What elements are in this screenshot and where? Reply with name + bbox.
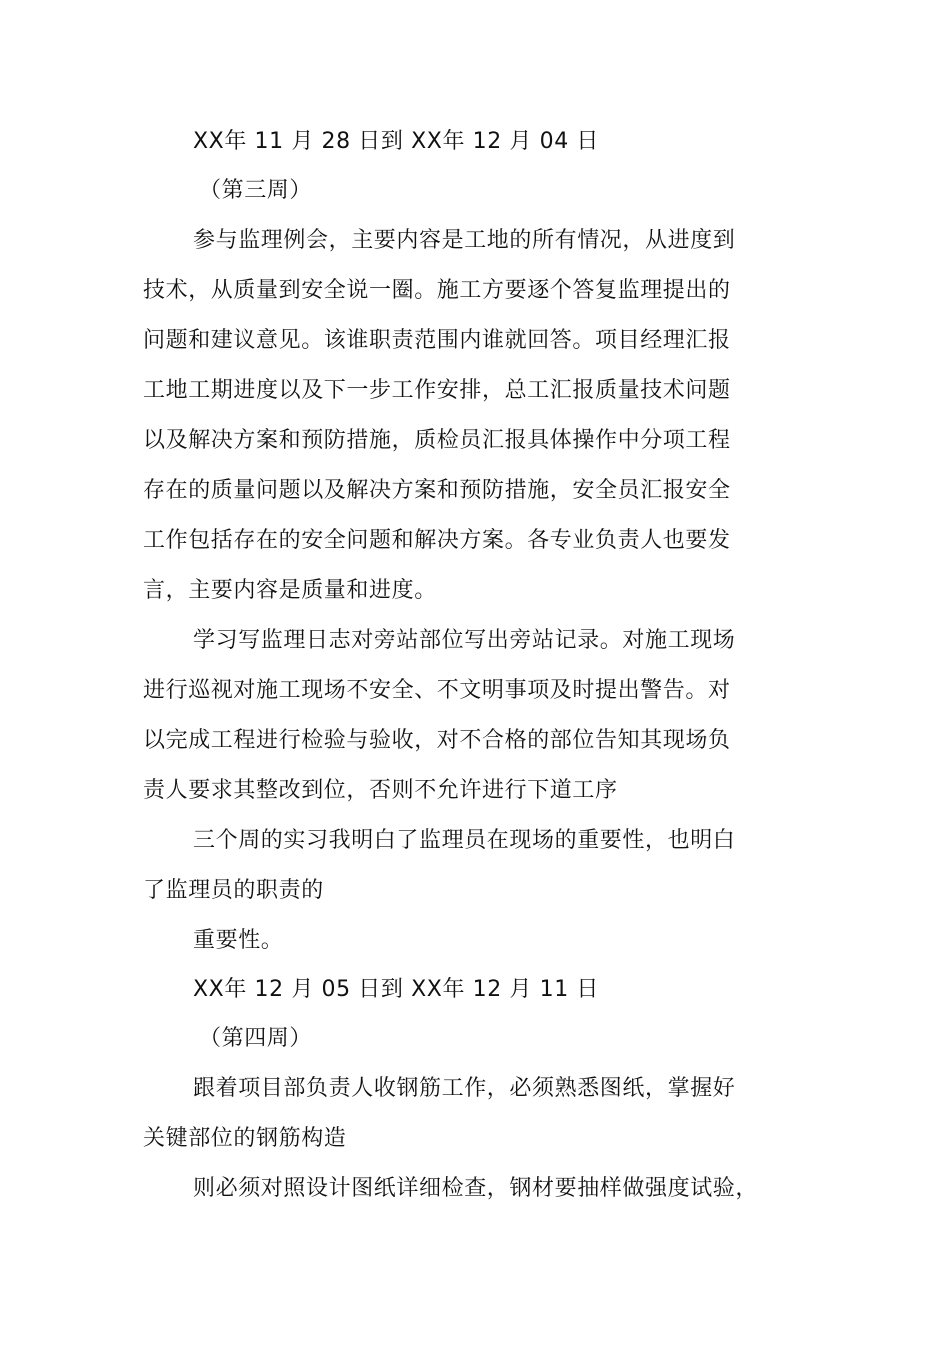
paragraph-line: 学习写监理日志对旁站部位写出旁站记录。对施工现场 [193, 628, 736, 653]
paragraph-line: 跟着项目部负责人收钢筋工作，必须熟悉图纸，掌握好 [193, 1076, 736, 1101]
paragraph-line: 三个周的实习我明白了监理员在现场的重要性，也明白 [193, 828, 736, 853]
paragraph-line: 关键部位的钢筋构造 [143, 1126, 347, 1151]
week4-label: （第四周） [199, 1026, 313, 1051]
paragraph-line: 则必须对照设计图纸详细检查，钢材要抽样做强度试验， [193, 1176, 759, 1201]
paragraph-line: 参与监理例会，主要内容是工地的所有情况，从进度到 [193, 228, 736, 253]
week3-date-heading: XX年 11 月 28 日到 XX年 12 月 04 日 [193, 129, 600, 154]
paragraph-line: 责人要求其整改到位，否则不允许进行下道工序 [143, 778, 618, 803]
paragraph-line: 问题和建议意见。该谁职责范围内谁就回答。项目经理汇报 [143, 328, 731, 353]
paragraph-line: 技术，从质量到安全说一圈。施工方要逐个答复监理提出的 [143, 278, 731, 303]
week3-label: （第三周） [199, 178, 313, 203]
paragraph-line: 以及解决方案和预防措施，质检员汇报具体操作中分项工程 [143, 428, 731, 453]
paragraph-line: 重要性。 [193, 928, 284, 953]
paragraph-line: 工作包括存在的安全问题和解决方案。各专业负责人也要发 [143, 528, 731, 553]
week4-date-heading: XX年 12 月 05 日到 XX年 12 月 11 日 [193, 977, 600, 1002]
paragraph-line: 工地工期进度以及下一步工作安排，总工汇报质量技术问题 [143, 378, 731, 403]
paragraph-line: 以完成工程进行检验与验收，对不合格的部位告知其现场负 [143, 728, 731, 753]
paragraph-line: 了监理员的职责的 [143, 878, 324, 903]
paragraph-line: 存在的质量问题以及解决方案和预防措施，安全员汇报安全 [143, 478, 731, 503]
paragraph-line: 言，主要内容是质量和进度。 [143, 578, 437, 603]
paragraph-line: 进行巡视对施工现场不安全、不文明事项及时提出警告。对 [143, 678, 731, 703]
